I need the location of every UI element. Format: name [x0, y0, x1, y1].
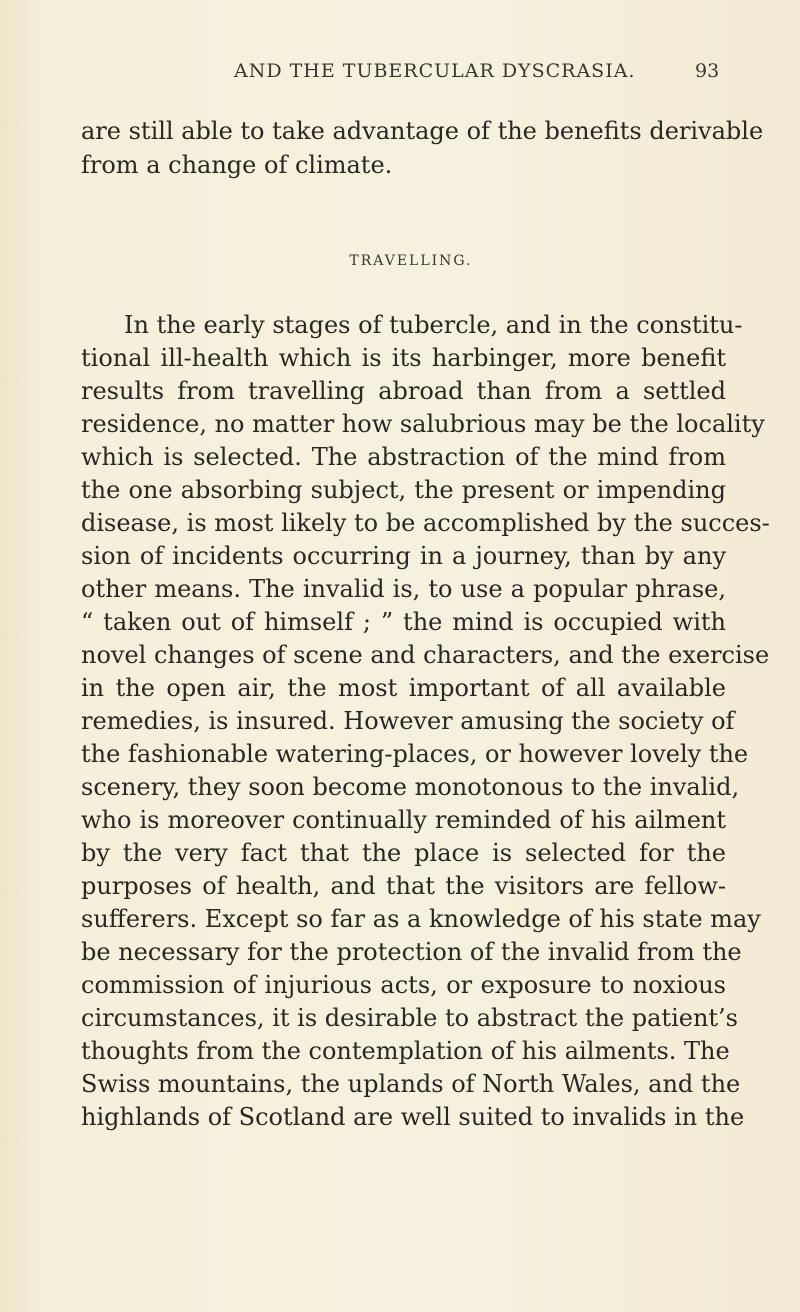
paragraph-line: scenery, they soon become monotonous to the invalid,: [81, 773, 740, 801]
paragraph-line: Swiss mountains, the uplands of North Wales, and the: [81, 1070, 741, 1098]
paragraph-line: sufferers. Except so far as a knowledge of his state may: [81, 905, 761, 933]
running-head: [0, 60, 800, 90]
paragraph-line: novel changes of scene and characters, and the exercise: [81, 641, 770, 669]
paragraph-line: by the very fact that the place is selected for the: [81, 839, 726, 867]
paragraph-line: sion of incidents occurring in a journey, than by any: [81, 542, 726, 570]
running-title: AND THE TUBERCULAR DYSCRASIA.: [234, 60, 636, 82]
paragraph-line: results from travelling abroad than from a settled: [81, 377, 726, 405]
paragraph-line: other means. The invalid is, to use a popular phrase,: [81, 575, 726, 603]
intro-line: are still able to take advantage of the benefits derivable: [81, 117, 764, 145]
paragraph-line: be necessary for the protection of the invalid from the: [81, 938, 742, 966]
paragraph-line: who is moreover continually reminded of his ailment: [81, 806, 726, 834]
paragraph-line: “ taken out of himself ; ” the mind is occupied with: [81, 608, 726, 636]
paragraph-line: circumstances, it is desirable to abstract the patient’s: [81, 1004, 738, 1032]
paragraph-line: disease, is most likely to be accomplished by the succes-: [81, 509, 770, 537]
paragraph-line: the fashionable watering-places, or however lovely the: [81, 740, 749, 768]
paragraph-line: In the early stages of tubercle, and in the constitu-: [124, 311, 743, 339]
paragraph-line: the one absorbing subject, the present or impending: [81, 476, 726, 504]
paragraph-line: thoughts from the contemplation of his ailments. The: [81, 1037, 730, 1065]
paragraph-line: residence, no matter how salubrious may be the locality: [81, 410, 765, 438]
paragraph-line: in the open air, the most important of all available: [81, 674, 726, 702]
paragraph-line: commission of injurious acts, or exposure to noxious: [81, 971, 726, 999]
paragraph-line: purposes of health, and that the visitors are fellow-: [81, 872, 726, 900]
paragraph-line: which is selected. The abstraction of the mind from: [81, 443, 726, 471]
paragraph-line: remedies, is insured. However amusing the society of: [81, 707, 735, 735]
paragraph-line: tional ill-health which is its harbinger, more benefit: [81, 344, 726, 372]
intro-line: from a change of climate.: [81, 151, 393, 179]
paragraph-line: highlands of Scotland are well suited to invalids in the: [81, 1103, 745, 1131]
section-heading: TRAVELLING.: [349, 253, 473, 269]
page-number: 93: [695, 60, 720, 82]
